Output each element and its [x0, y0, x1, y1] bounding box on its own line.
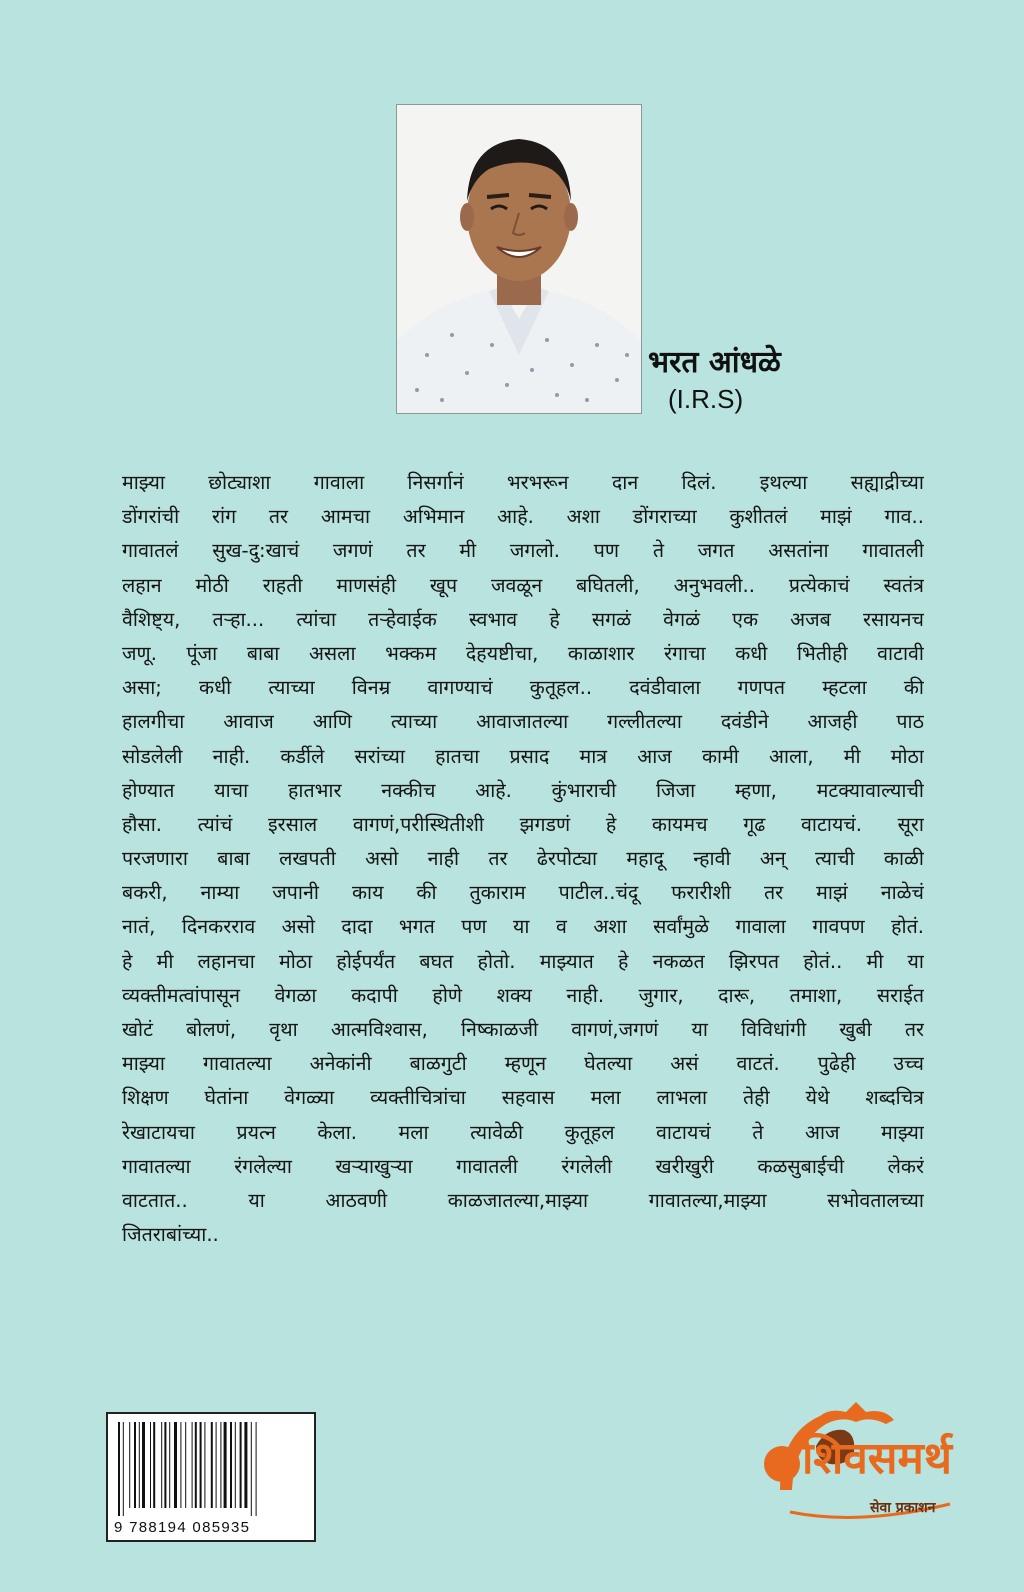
blurb-line: शिक्षण घेतांना वेगळ्या व्यक्तीचित्रांचा सहवास मला लाभला तेही येथे शब्दचित्र — [122, 1086, 924, 1110]
blurb-line: रेखाटायचा प्रयत्न केला. मला त्यावेळी कुतूहल वाटायचं ते आज माझ्या — [122, 1120, 924, 1144]
barcode-bar — [200, 1422, 202, 1508]
barcode-bar — [139, 1422, 140, 1508]
barcode-bar — [174, 1422, 177, 1508]
barcode-bar — [192, 1422, 193, 1508]
blurb-line: नातं, दिनकरराव असो दादा भगत पण या व अशा सर्वांमुळे गावाला गावपण होतं. — [122, 915, 924, 939]
blurb-text — [122, 466, 924, 1252]
blurb-line: माझ्या गावातल्या अनेकांनी बाळगुटी म्हणून घेतल्या असं वाटतं. पुढेही उच्च — [122, 1052, 924, 1076]
blurb-line: व्यक्तीमत्वांपासून वेगळा कदापी होणे शक्य नाही. जुगार, दारू, तमाशा, सराईत — [122, 983, 924, 1007]
author-designation: (I.R.S) — [668, 384, 744, 414]
blurb-line: सोडलेली नाही. कर्डीले सरांच्या हातचा प्रसाद मात्र आज कामी आला, मी मोठा — [122, 744, 924, 768]
blurb-line: डोंगरांची रांग तर आमचा अभिमान आहे. अशा डोंगराच्या कुशीतलं माझं गाव.. — [122, 505, 924, 529]
publisher-logo — [760, 1394, 960, 1544]
barcode-bar — [204, 1422, 205, 1508]
blurb-line: वैशिष्ट्य, तऱ्हा... त्यांचा तऱ्हेवाईक स्वभाव हे सगळं वेगळं एक अजब रसायनच — [122, 607, 924, 631]
author-photo — [396, 104, 642, 414]
blurb-line: हालगीचा आवाज आणि त्याच्या आवाजातल्या गल्लीतल्या दवंडीने आजही पाठ — [122, 710, 924, 734]
blurb-line: वाटतात.. या आठवणी काळजातल्या,माझ्या गावातल्या,माझ्या सभोवतालच्या — [122, 1188, 924, 1212]
blurb-line: बकरी, नाम्या जपानी काय की तुकाराम पाटील..चंदू फरारीशी तर माझं नाळेचं — [122, 881, 924, 905]
barcode-bar — [235, 1422, 236, 1508]
barcode-bar — [224, 1422, 227, 1508]
barcode-bar — [129, 1422, 130, 1508]
barcode-bar — [216, 1422, 217, 1508]
barcode-bar — [240, 1422, 242, 1508]
barcode-bar — [251, 1422, 252, 1516]
blurb-line: गावातल्या रंगलेल्या खऱ्याखुऱ्या गावातली रंगलेली खरीखुरी कळसुबाईची लेकरं — [122, 1154, 924, 1178]
barcode-bar — [244, 1422, 247, 1508]
barcode-bar — [118, 1422, 120, 1516]
blurb-line: माझ्या छोट्याशा गावाला निसर्गानं भरभरून दान दिलं. इथल्या सह्याद्रीच्या — [122, 471, 924, 494]
barcode-bar — [153, 1422, 155, 1508]
barcode-bar — [180, 1422, 181, 1508]
blurb-line: गावातलं सुख-दु:खाचं जगणं तर मी जगलो. पण ते जगत असतांना गावातली — [122, 539, 924, 563]
barcode-bar — [256, 1422, 257, 1516]
author-portrait-image — [397, 105, 641, 413]
publisher-subtitle: सेवा प्रकाशन — [870, 1500, 936, 1516]
barcode-bar — [134, 1422, 136, 1508]
barcode-bar — [161, 1422, 162, 1508]
barcode-bar — [211, 1422, 213, 1508]
barcode-bar — [185, 1422, 186, 1508]
barcode-bar — [142, 1422, 145, 1508]
author-name: भरत आंधळे — [648, 345, 781, 380]
barcode-bar — [220, 1422, 221, 1508]
barcode-bar — [164, 1422, 166, 1508]
blurb-line: लहान मोठी राहती माणसंही खूप जवळून बघितली, अनुभवली.. प्रत्येकाचं स्वतंत्र — [122, 573, 924, 597]
blurb-line: होण्यात याचा हातभार नक्कीच आहे. कुंभाराची जिजा म्हणा, मटक्यावाल्याची — [122, 778, 924, 802]
blurb-line: जणू. पूंजा बाबा असला भक्कम देहयष्टीचा, काळाशार रंगाचा कधी भितीही वाटावी — [122, 641, 924, 665]
barcode-bars — [116, 1422, 306, 1516]
barcode-bar — [195, 1422, 197, 1508]
blurb-line: खोटं बोलणं, वृथा आत्मविश्वास, निष्काळजी वागणं,जगणं या विविधांगी खुबी तर — [122, 1018, 924, 1041]
barcode-bar — [123, 1422, 124, 1516]
barcode-bar — [150, 1422, 151, 1508]
blurb-line: हे मी लहानचा मोठा होईपर्यंत बघत होतो. माझ्यात हे नकळत झिरपत होतं.. मी या — [122, 949, 924, 973]
blurb-line: जितराबांच्या.. — [122, 1223, 219, 1247]
isbn-number: 9 788194 085935 — [114, 1519, 251, 1536]
blurb-line: हौसा. त्यांचं इरसाल वागणं,परीस्थितीशी झगडणं हे कायमच गूढ वाटायचं. सूरा — [122, 812, 924, 836]
blurb-line: असा; कधी त्याच्या विनम्र वागण्याचं कुतूहल.. दवंडीवाला गणपत म्हटला की — [122, 676, 924, 700]
barcode-bar — [169, 1422, 170, 1508]
barcode-bar — [230, 1422, 232, 1508]
isbn-barcode — [106, 1412, 316, 1542]
publisher-name: शिवसमर्थ — [802, 1433, 952, 1484]
blurb-line: परजणारा बाबा लखपती असो नाही तर ढेरपोट्या महादू न्हावी अन् त्याची काळी — [122, 847, 924, 871]
